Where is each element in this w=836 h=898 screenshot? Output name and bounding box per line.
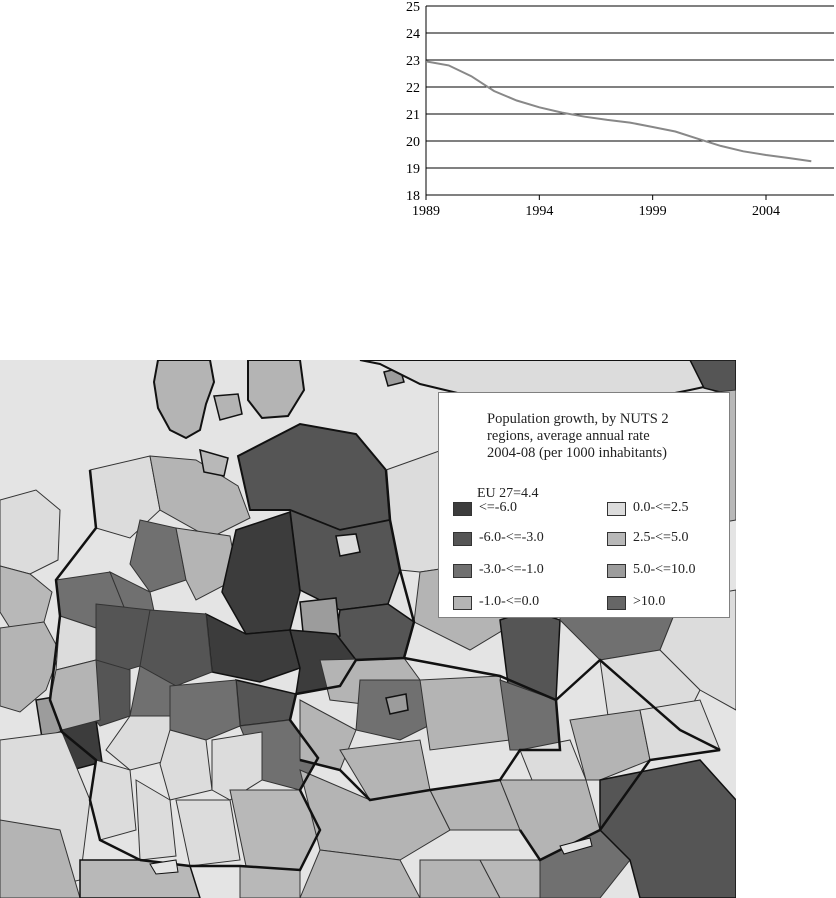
series-layer bbox=[426, 61, 811, 161]
legend-swatch bbox=[607, 532, 626, 546]
legend-label: 5.0-<=10.0 bbox=[633, 562, 696, 577]
y-axis-ticks bbox=[406, 0, 420, 204]
legend-title-line: Population growth, by NUTS 2 bbox=[487, 411, 669, 427]
gridlines bbox=[426, 6, 834, 195]
region-cz-prague bbox=[386, 694, 408, 714]
legend-label: -1.0-<=0.0 bbox=[479, 594, 540, 609]
legend-title-line: 2004-08 (per 1000 inhabitants) bbox=[487, 445, 668, 461]
legend-label: 0.0-<=2.5 bbox=[633, 500, 689, 515]
y-tick-label: 18 bbox=[406, 189, 420, 204]
legend-swatch bbox=[453, 502, 472, 516]
x-tick-label: 1989 bbox=[412, 204, 440, 219]
legend-label: -6.0-<=-3.0 bbox=[479, 530, 544, 545]
y-tick-label: 23 bbox=[406, 54, 420, 69]
legend-swatch bbox=[607, 596, 626, 610]
region-de-berlin bbox=[336, 534, 360, 556]
y-tick-label: 22 bbox=[406, 81, 420, 96]
legend-label: <=-6.0 bbox=[479, 500, 517, 515]
y-tick-label: 25 bbox=[406, 0, 420, 15]
legend-swatch bbox=[607, 502, 626, 516]
series-line bbox=[426, 61, 811, 161]
x-tick-label: 2004 bbox=[752, 204, 780, 219]
legend-note: EU 27=4.4 bbox=[477, 486, 539, 501]
legend-swatch bbox=[453, 564, 472, 578]
legend-label: 2.5-<=5.0 bbox=[633, 530, 689, 545]
legend-title-line: regions, average annual rate bbox=[487, 428, 650, 444]
x-tick-label: 1999 bbox=[638, 204, 667, 219]
region-at-w bbox=[240, 866, 300, 898]
y-tick-label: 19 bbox=[406, 162, 420, 177]
legend-swatch bbox=[607, 564, 626, 578]
x-tick-label: 1994 bbox=[525, 204, 554, 219]
legend-swatch bbox=[453, 596, 472, 610]
legend-swatch bbox=[453, 532, 472, 546]
line-chart bbox=[388, 0, 836, 225]
map bbox=[0, 360, 736, 898]
legend-label: -3.0-<=-1.0 bbox=[479, 562, 544, 577]
x-axis-ticks bbox=[412, 195, 780, 219]
region-de-s4 bbox=[160, 730, 212, 800]
y-tick-label: 20 bbox=[406, 135, 420, 150]
y-tick-label: 24 bbox=[406, 27, 420, 42]
map-legend bbox=[438, 392, 730, 618]
y-tick-label: 21 bbox=[406, 108, 420, 123]
region-nl-north bbox=[0, 490, 60, 574]
region-cz-e bbox=[420, 676, 510, 750]
legend-label: >10.0 bbox=[633, 594, 666, 609]
legend-title bbox=[487, 411, 727, 462]
